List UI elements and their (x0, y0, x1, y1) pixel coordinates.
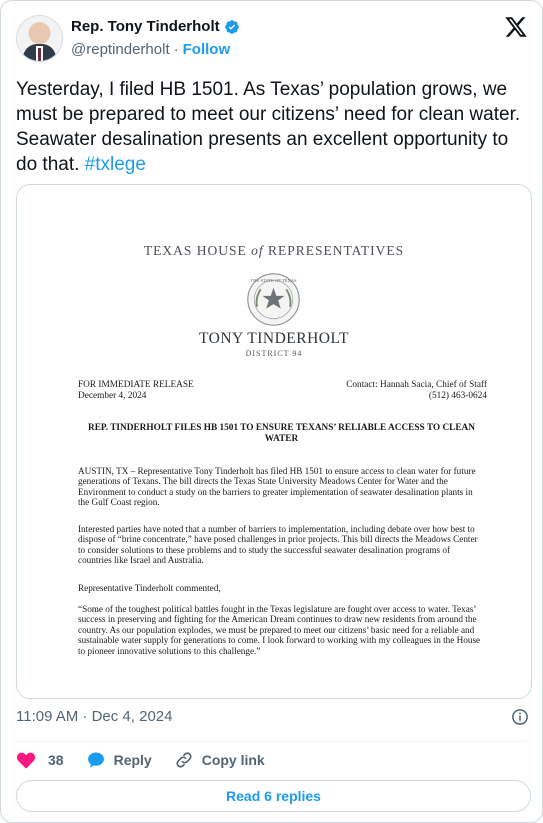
reply-label: Reply (113, 752, 152, 768)
avatar[interactable] (16, 15, 63, 62)
doc-release: FOR IMMEDIATE RELEASE (78, 380, 194, 390)
doc-paragraph-1: AUSTIN, TX – Representative Tony Tinderholt has filed HB 1501 to ensure access to clean water for future generations of Texans. The bill directs the Texas State University Meadows Center for Water and the Environment to conduct a study on the barriers to greater implementation of seawater desalination plants in the Gulf Coast region. (78, 466, 476, 508)
action-bar (16, 749, 287, 771)
doc-contact: Contact: Hannah Sacia, Chief of Staff (346, 380, 487, 390)
heart-icon (16, 750, 36, 770)
tweet-text (16, 77, 531, 177)
doc-house-of: of (251, 243, 264, 258)
doc-house-suffix: REPRESENTATIVES (267, 243, 405, 258)
reply-icon (86, 750, 106, 770)
doc-house-prefix: TEXAS HOUSE (143, 243, 247, 258)
doc-letterhead (17, 243, 531, 259)
read-replies-button[interactable]: Read 6 replies (16, 780, 531, 812)
doc-phone: (512) 463-0624 (428, 391, 487, 401)
author-name[interactable]: Rep. Tony Tinderholt (71, 18, 220, 35)
doc-paragraph-4: “Some of the toughest political battles fought in the Texas legislature are fought over access to water. Texas’ success in preserving and fighting for the American Dream continues to draw new residents from around the country. As our population explodes, we must be prepared to meet our citizens’ basic need for a reliable and sustainable water supply for generations to come. I look forward to working with my colleagues in the House to pioneer innovative solutions to this challenge.” (78, 604, 481, 656)
attached-image[interactable] (16, 184, 532, 699)
seal-text: THE STATE OF TEXAS (250, 278, 297, 284)
doc-paragraph-2: Interested parties have noted that a number of barriers to implementation, including debate over how best to dispose of “brine concentrate,” have posed challenges in prior projects. This bill directs the Meadows Center to consider solutions to these problems and to study the successful seawater desalination programs of countries like Israel and Australia. (78, 524, 478, 566)
doc-rep-name: TONY TINDERHOLT (198, 330, 349, 347)
doc-date: December 4, 2024 (78, 391, 147, 401)
tweet-header (16, 15, 528, 65)
follow-button[interactable]: Follow (182, 41, 231, 58)
tweet-timestamp[interactable]: 11:09 AM · Dec 4, 2024 (16, 708, 173, 725)
author-handle[interactable]: @reptinderholt (71, 41, 170, 58)
divider (16, 741, 527, 742)
copy-link-button[interactable] (174, 750, 265, 770)
link-icon (174, 750, 194, 770)
separator-dot: · (173, 41, 179, 58)
tweet-body: Yesterday, I filed HB 1501. As Texas’ population grows, we must be prepared to meet our citizens’ need for clean water. Seawater desalination presents an excellent opportunity to do that. (16, 79, 521, 175)
avatar-tie (38, 48, 41, 61)
reply-button[interactable] (86, 750, 152, 770)
doc-release-block (78, 380, 194, 402)
doc-district: DISTRICT 94 (245, 349, 303, 358)
texas-seal-icon (246, 272, 301, 327)
info-icon[interactable] (511, 708, 529, 726)
doc-contact-block (346, 380, 487, 402)
copy-link-label: Copy link (201, 752, 265, 768)
hashtag-link[interactable]: #txlege (84, 154, 146, 175)
like-button[interactable] (16, 750, 64, 770)
handle-row (71, 41, 230, 58)
author-name-row[interactable] (71, 18, 240, 35)
doc-paragraph-3: Representative Tinderholt commented, (78, 583, 221, 593)
press-release-document (17, 185, 531, 698)
x-logo-icon[interactable] (504, 15, 528, 39)
doc-headline: REP. TINDERHOLT FILES HB 1501 TO ENSURE TEXANS’ RELIABLE ACCESS TO CLEAN WATER (88, 423, 475, 444)
like-count: 38 (48, 752, 64, 768)
verified-badge-icon (224, 19, 240, 35)
